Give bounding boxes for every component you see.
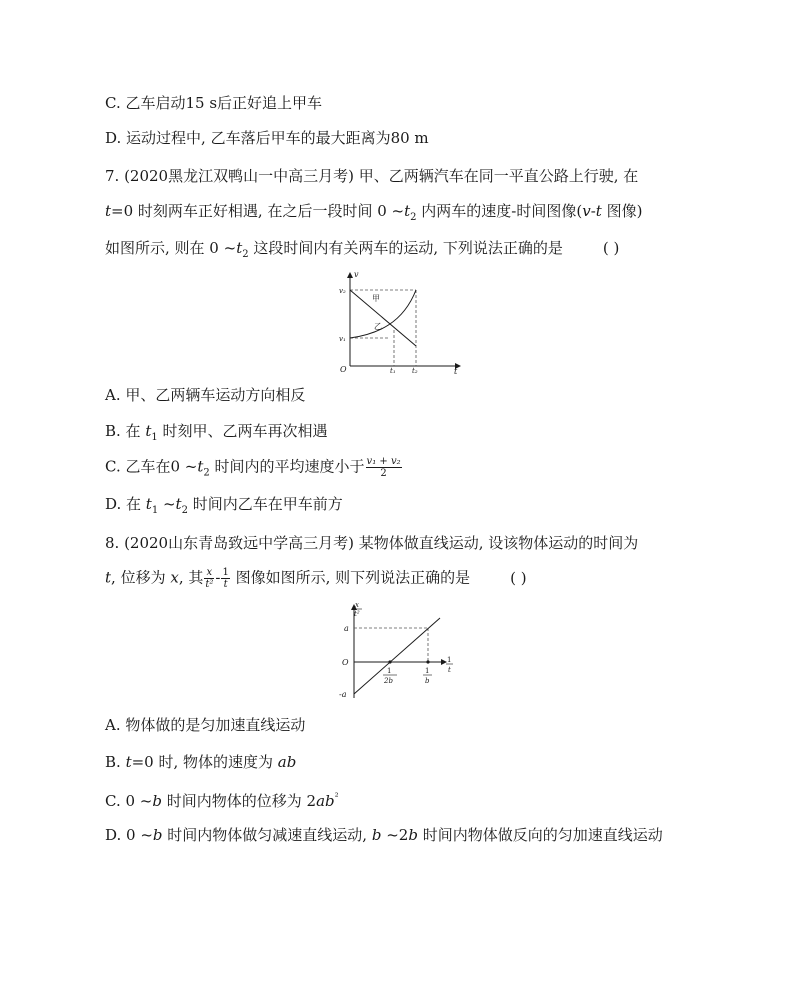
- tick1-den: 2b: [384, 677, 393, 685]
- origin-label: O: [340, 365, 347, 374]
- v1-label: v₁: [339, 335, 346, 343]
- point-1-over-b: [426, 660, 429, 663]
- q6-option-d: D. 运动过程中, 乙车落后甲车的最大距离为80 m: [105, 129, 429, 147]
- q8-stem-line-2: t, 位移为 x, 其 $\frac{x}{\text{t²}}$ - $\frac{1}{t}$ 图像如图所示, 则下列说法正确的是 ( ): [105, 567, 527, 590]
- y-label-num: x: [355, 601, 359, 609]
- q7-option-d: D. 在 $t_1$ $\sim t_2$ 时间内乙车在甲车前方: [105, 495, 343, 516]
- q7-vt-graph: [338, 268, 468, 378]
- q8-option-c: C. 0 ~b 时间内物体的位移为 $2ab^{^2}$: [105, 792, 339, 810]
- neg-a-label: -a: [339, 690, 347, 699]
- q8-answer-blank: ( ): [510, 568, 527, 587]
- q7-stem-line-2: t=0 时刻两车正好相遇, 在之后一段时间 0 $\sim t_2$ 内两车的速度-时间图像(v-t 图像): [105, 202, 643, 223]
- q7-stem-line-3: 如图所示, 则在 0 $\sim t_2$ 这段时间内有关两车的运动, 下列说法正确的是 ( ): [105, 239, 620, 260]
- tick2-num: 1: [425, 667, 430, 675]
- t-axis-label: t: [454, 367, 458, 376]
- q7-option-b: B. 在 $t_1$ 时刻甲、乙两车再次相遇: [105, 422, 328, 443]
- q8-graph: [336, 600, 466, 702]
- q7-answer-blank: ( ): [602, 239, 620, 257]
- v2-label: v₂: [339, 287, 346, 295]
- x-label-den: t: [448, 666, 451, 674]
- t2-label: t₂: [412, 367, 418, 375]
- v-average-fraction: $\frac{\text{v₁ + v₂}}{2}$: [366, 456, 401, 479]
- tick2-den: b: [425, 677, 430, 685]
- y-label-den: t²: [354, 610, 360, 618]
- yi-curve: [350, 290, 416, 338]
- q7-option-a: A. 甲、乙两辆车运动方向相反: [105, 386, 306, 404]
- q6-option-c: C. 乙车启动15 s后正好追上甲车: [105, 94, 323, 112]
- x-label-num: 1: [447, 656, 452, 664]
- zero-label: O: [342, 658, 349, 667]
- q8-option-d: D. 0 ~b 时间内物体做匀减速直线运动, b ~2b 时间内物体做反向的匀加速直线运动: [105, 826, 663, 844]
- tick1-num: 1: [387, 667, 392, 675]
- t1-label: t₁: [390, 367, 396, 375]
- jia-label: 甲: [372, 294, 380, 303]
- q8-stem-line-1: 8. (2020山东青岛致远中学高三月考) 某物体做直线运动, 设该物体运动的时间为: [105, 534, 639, 552]
- q7-stem-line-1: 7. (2020黑龙江双鸭山一中高三月考) 甲、乙两辆汽车在同一平直公路上行驶, 在: [105, 167, 639, 185]
- point-1-over-2b: [388, 660, 391, 663]
- v-axis-label: v: [354, 270, 359, 279]
- a-label: a: [344, 624, 349, 633]
- q8-option-a: A. 物体做的是匀加速直线运动: [105, 716, 306, 734]
- q8-option-b: B. t=0 时, 物体的速度为 ab: [105, 753, 297, 771]
- q7-option-c: C. 乙车在0 $\sim t_2$ 时间内的平均速度小于 $\frac{\text{v₁ + v₂}}{2}$: [105, 456, 401, 479]
- yi-label: 乙: [374, 322, 382, 331]
